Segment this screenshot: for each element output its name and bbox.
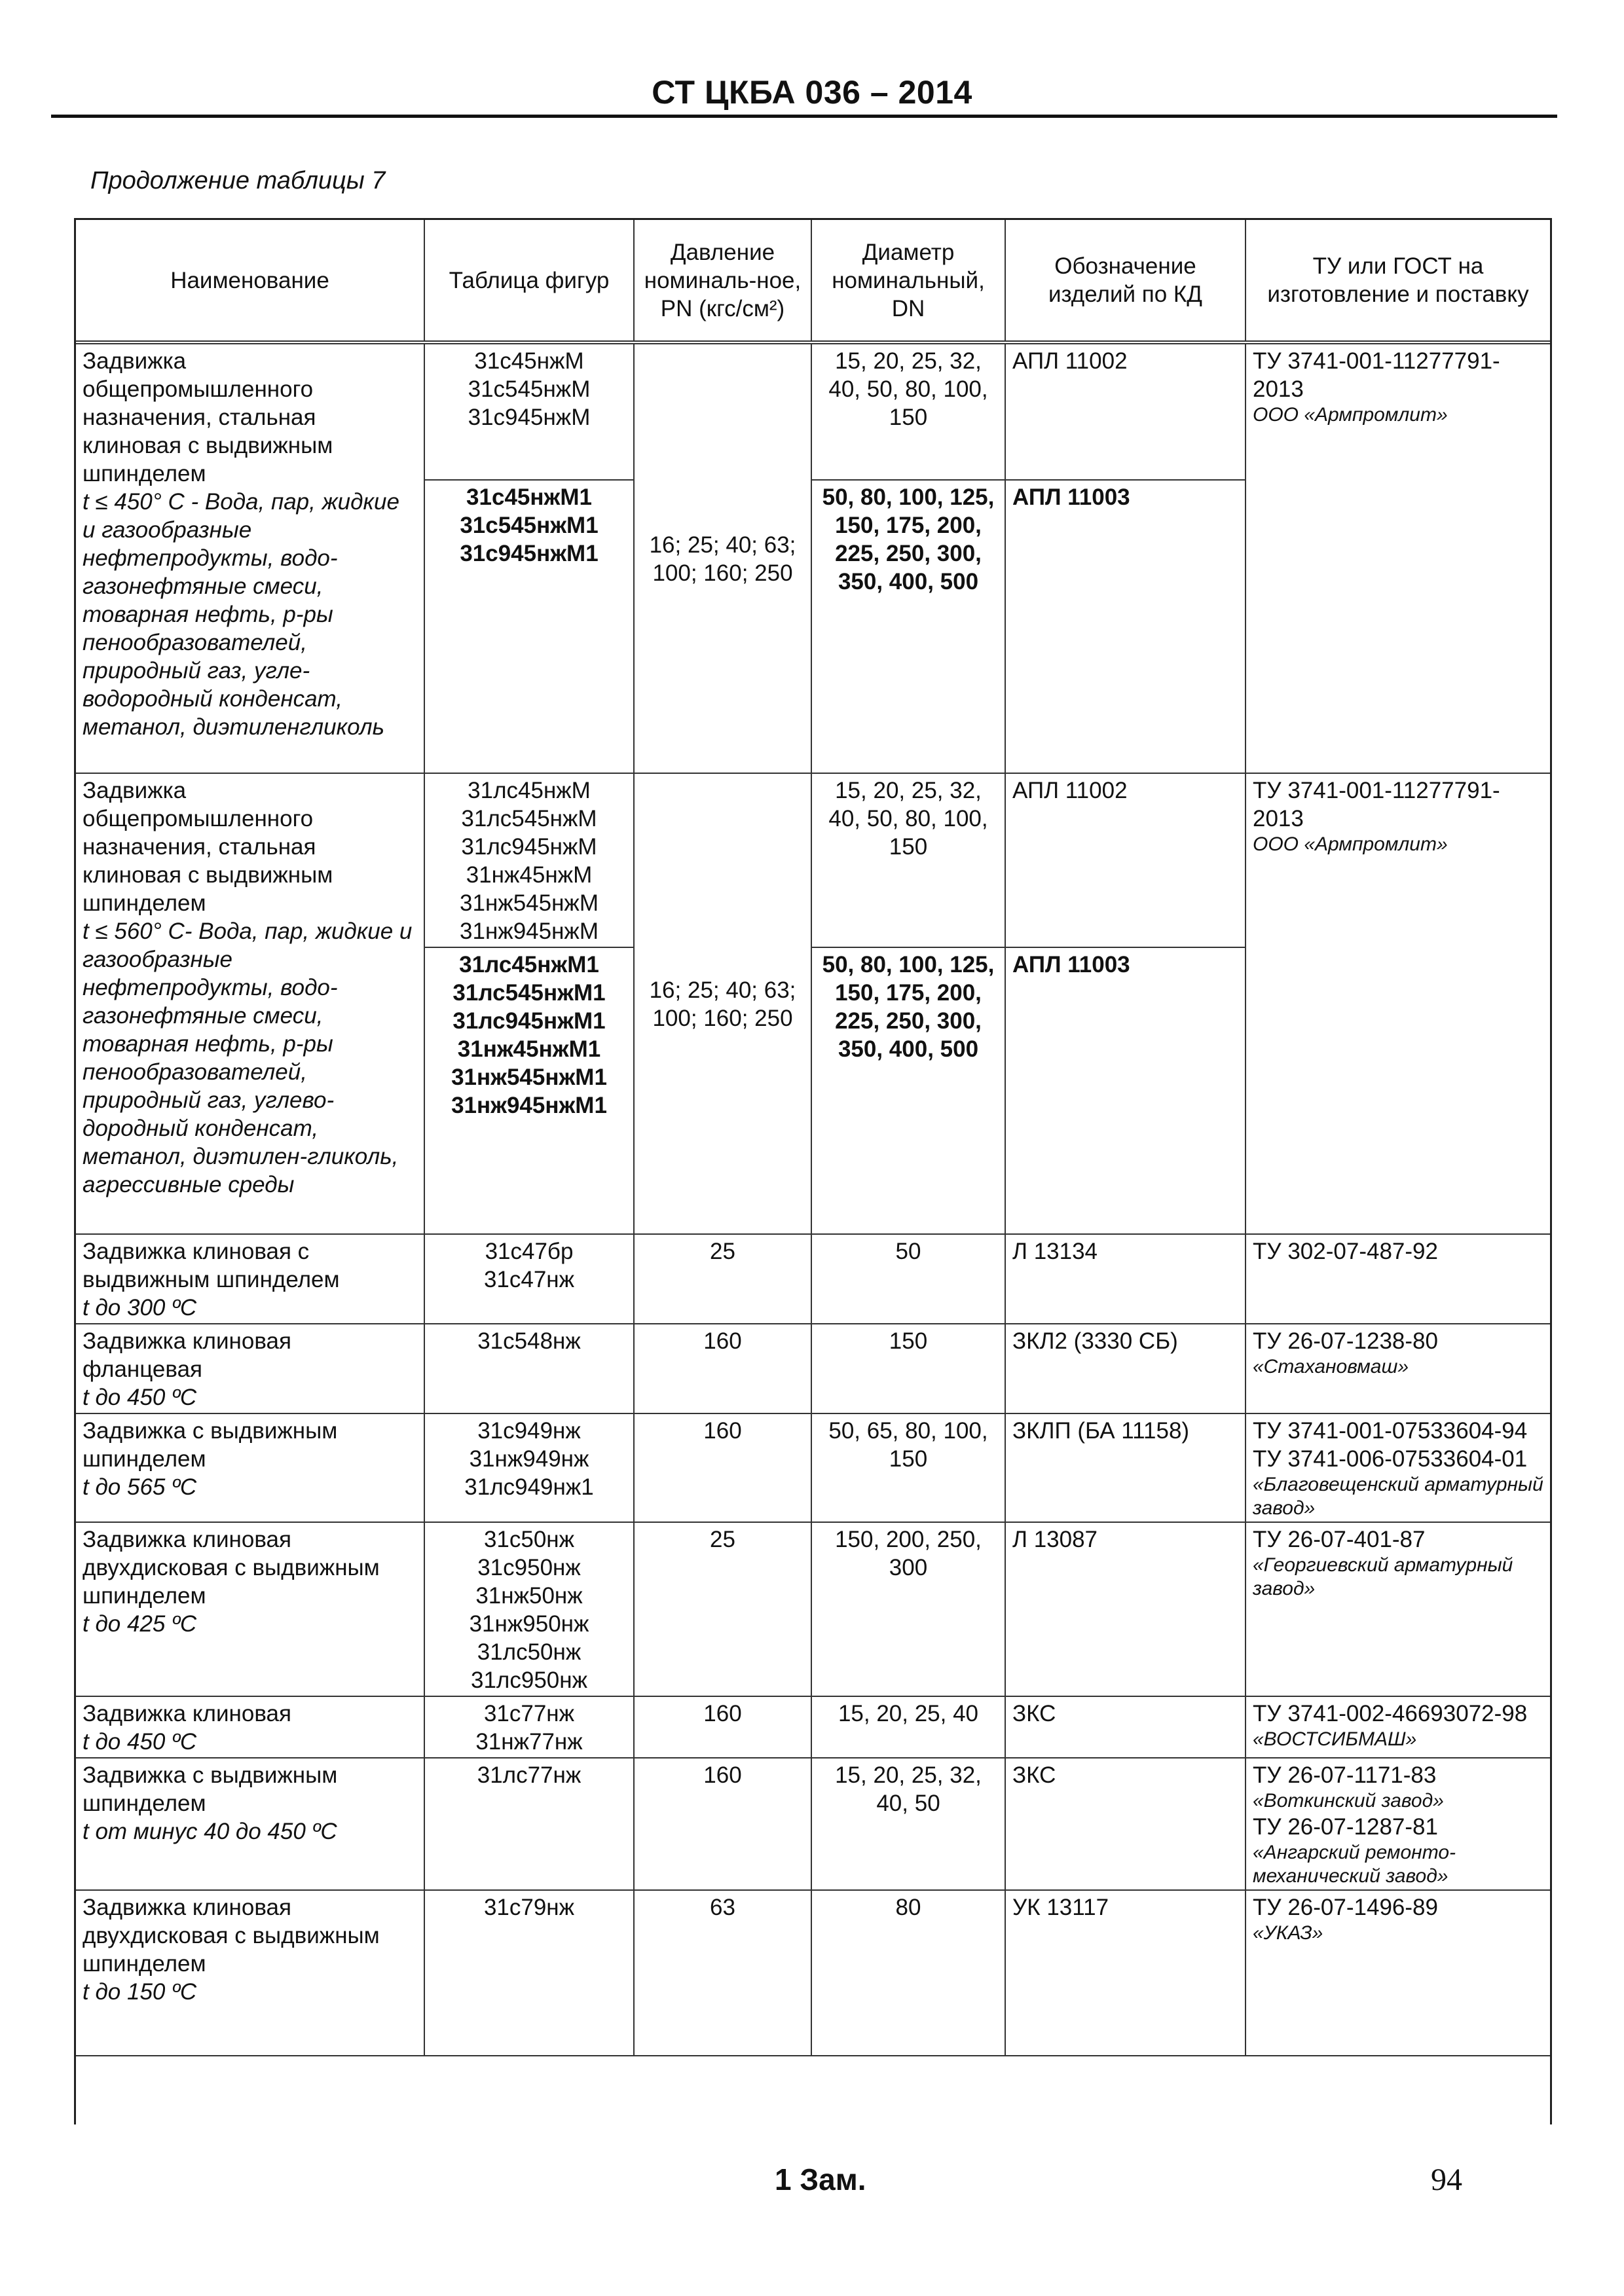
- figure-item: 31нж545нжМ: [460, 890, 599, 916]
- cell-pressure: 160: [634, 1696, 811, 1758]
- change-notice: 1 Зам.: [775, 2162, 866, 2196]
- cell-figures: [424, 1234, 634, 1324]
- cell-tu: [1246, 1522, 1550, 1696]
- cell-tu: [1246, 1696, 1550, 1758]
- figure-item: 31нж545нжМ1: [451, 1065, 607, 1090]
- figure-item: 31с545нжМ1: [460, 513, 599, 538]
- cell-tu: [1246, 773, 1550, 1234]
- table-row: [76, 1758, 1550, 1890]
- cell-kd: ЗКС: [1005, 1696, 1246, 1758]
- cell-kd: ЗКС: [1005, 1758, 1246, 1890]
- tu-standard: ТУ 26-07-401-87: [1253, 1527, 1426, 1552]
- product-conditions: t до 150 ºС: [83, 1979, 197, 2005]
- table-header-row: [76, 220, 1550, 342]
- manufacturer: ООО «Армпромлит»: [1253, 833, 1448, 855]
- product-name: Задвижка с выдвижным шпинделем: [83, 1418, 338, 1472]
- figure-item: 31нж949нж: [469, 1446, 589, 1472]
- tu-standard: ТУ 3741-001-11277791-2013: [1253, 348, 1500, 402]
- manufacturer: «Воткинский завод»: [1253, 1790, 1444, 1812]
- product-name: Задвижка общепромышленного назначения, стальная клиновая с выдвижным шпинделем: [83, 778, 333, 916]
- cell-tu: [1246, 342, 1550, 773]
- table-row: [76, 1696, 1550, 1758]
- cell-pressure: 16; 25; 40; 63; 100; 160; 250: [634, 773, 811, 1234]
- figure-item: 31нж50нж: [475, 1583, 583, 1609]
- cell-diameter: 15, 20, 25, 40: [811, 1696, 1005, 1758]
- table-row: [76, 342, 1550, 480]
- figure-item: 31с945нжМ: [468, 405, 591, 430]
- figure-item: 31с47бр: [485, 1239, 574, 1264]
- figure-item: 31нж45нжМ1: [457, 1036, 601, 1062]
- manufacturer: «Георгиевский арматурный завод»: [1253, 1554, 1513, 1599]
- cell-diameter: 15, 20, 25, 32, 40, 50, 80, 100, 150: [811, 342, 1005, 480]
- manufacturer: «УКАЗ»: [1253, 1922, 1323, 1944]
- cell-name: [76, 342, 424, 773]
- figure-item: 31с545нжМ: [468, 376, 591, 402]
- cell-tu: [1246, 1234, 1550, 1324]
- product-conditions: t до 450 ºС: [83, 1729, 197, 1755]
- cell-figures: [424, 342, 634, 480]
- cell-figures: [424, 773, 634, 947]
- header-rule: [51, 115, 1557, 118]
- table-continuation-caption: Продолжение таблицы 7: [90, 167, 386, 194]
- figure-item: 31лс45нжМ: [468, 778, 591, 803]
- figure-item: 31нж77нж: [475, 1729, 583, 1755]
- tu-standard: ТУ 3741-002-46693072-98: [1253, 1701, 1528, 1726]
- tu-standard: ТУ 302-07-487-92: [1253, 1239, 1438, 1264]
- table-container: [74, 218, 1552, 2124]
- product-conditions: t до 425 ºС: [83, 1611, 197, 1637]
- product-name: Задвижка клиновая с выдвижным шпинделем: [83, 1239, 340, 1292]
- cell-diameter: 50, 80, 100, 125, 150, 175, 200, 225, 250, 300, 350, 400, 500: [811, 947, 1005, 1234]
- cell-kd: АПЛ 11002: [1005, 342, 1246, 480]
- product-name: Задвижка клиновая двухдисковая с выдвижным шпинделем: [83, 1527, 380, 1609]
- product-name: Задвижка общепромышленного назначения, стальная клиновая с выдвижным шпинделем: [83, 348, 333, 486]
- cell-kd: УК 13117: [1005, 1890, 1246, 2056]
- cell-name: [76, 1890, 424, 2056]
- figure-item: 31нж945нжМ: [460, 919, 599, 944]
- cell-diameter: 150, 200, 250, 300: [811, 1522, 1005, 1696]
- manufacturer: ООО «Армпромлит»: [1253, 404, 1448, 426]
- cell-tu: [1246, 1758, 1550, 1890]
- figure-item: 31с45нжМ: [474, 348, 584, 374]
- figure-item: 31с548нж: [477, 1328, 581, 1354]
- cell-figures: [424, 1758, 634, 1890]
- cell-figures: [424, 947, 634, 1234]
- cell-figures: [424, 480, 634, 773]
- cell-name: [76, 1234, 424, 1324]
- cell-figures: [424, 1890, 634, 2056]
- product-name: Задвижка клиновая фланцевая: [83, 1328, 291, 1382]
- cell-pressure: 25: [634, 1234, 811, 1324]
- table-row: [76, 773, 1550, 947]
- figure-item: 31нж945нжМ1: [451, 1093, 607, 1118]
- figure-item: 31лс77нж: [477, 1762, 581, 1788]
- figure-item: 31с50нж: [483, 1527, 575, 1552]
- header-figures: Таблица фигур: [424, 220, 634, 342]
- cell-kd: Л 13087: [1005, 1522, 1246, 1696]
- cell-diameter: 15, 20, 25, 32, 40, 50: [811, 1758, 1005, 1890]
- cell-figures: [424, 1413, 634, 1522]
- figure-item: 31с77нж: [483, 1701, 575, 1726]
- cell-pressure: 16; 25; 40; 63; 100; 160; 250: [634, 342, 811, 773]
- figure-item: 31с45нжМ1: [466, 484, 592, 510]
- header-tu: ТУ или ГОСТ на изготовление и поставку: [1246, 220, 1550, 342]
- cell-name: [76, 1324, 424, 1413]
- figure-item: 31лс945нжМ: [461, 834, 597, 860]
- figure-item: 31лс45нжМ1: [459, 952, 599, 977]
- cell-name: [76, 1696, 424, 1758]
- cell-diameter: 50, 80, 100, 125, 150, 175, 200, 225, 250, 300, 350, 400, 500: [811, 480, 1005, 773]
- products-table: [76, 220, 1550, 2056]
- figure-item: 31лс50нж: [477, 1639, 581, 1665]
- manufacturer: «Стахановмаш»: [1253, 1356, 1409, 1377]
- manufacturer: «ВОСТСИБМАШ»: [1253, 1728, 1417, 1750]
- cell-tu: [1246, 1413, 1550, 1522]
- cell-name: [76, 773, 424, 1234]
- cell-diameter: 150: [811, 1324, 1005, 1413]
- cell-kd: ЗКЛ2 (3330 СБ): [1005, 1324, 1246, 1413]
- cell-tu: [1246, 1324, 1550, 1413]
- cell-pressure: 160: [634, 1324, 811, 1413]
- cell-pressure: 160: [634, 1413, 811, 1522]
- cell-pressure: 160: [634, 1758, 811, 1890]
- cell-name: [76, 1758, 424, 1890]
- tu-standard: ТУ 3741-006-07533604-01: [1253, 1446, 1528, 1472]
- figure-item: 31лс545нжМ1: [452, 980, 606, 1006]
- figure-item: 31с945нжМ1: [460, 541, 599, 566]
- cell-name: [76, 1413, 424, 1522]
- page-number: 94: [1431, 2162, 1462, 2197]
- figure-item: 31лс545нжМ: [461, 806, 597, 831]
- cell-name: [76, 1522, 424, 1696]
- header-name: Наименование: [76, 220, 424, 342]
- product-conditions: t ≤ 560° С- Вода, пар, жидкие и газообразные нефтепродукты, водо-газонефтяные смеси, товарная нефть, р-ры пенообразователей, природный газ, углево-дородный конденсат, метанол, диэтилен-гликоль, агрессивные среды: [83, 919, 413, 1197]
- table-row: [76, 1234, 1550, 1324]
- table-row: [76, 1890, 1550, 2056]
- figure-item: 31с950нж: [477, 1555, 581, 1580]
- cell-kd: ЗКЛП (БА 11158): [1005, 1413, 1246, 1522]
- figure-item: 31лс950нж: [471, 1667, 587, 1693]
- cell-tu: [1246, 1890, 1550, 2056]
- cell-diameter: 15, 20, 25, 32, 40, 50, 80, 100, 150: [811, 773, 1005, 947]
- figure-item: 31с79нж: [483, 1895, 575, 1920]
- tu-standard: ТУ 26-07-1496-89: [1253, 1895, 1438, 1920]
- tu-standard: ТУ 3741-001-11277791-2013: [1253, 778, 1500, 831]
- cell-pressure: 63: [634, 1890, 811, 2056]
- manufacturer: «Ангарский ремонто-механический завод»: [1253, 1842, 1456, 1887]
- table-row: [76, 1522, 1550, 1696]
- product-conditions: t до 565 ºС: [83, 1474, 197, 1500]
- header-diameter: Диаметр номинальный, DN: [811, 220, 1005, 342]
- product-conditions: t до 450 ºС: [83, 1385, 197, 1410]
- tu-standard: ТУ 26-07-1171-83: [1253, 1762, 1437, 1788]
- cell-diameter: 50, 65, 80, 100, 150: [811, 1413, 1005, 1522]
- tu-standard: ТУ 26-07-1238-80: [1253, 1328, 1438, 1354]
- cell-figures: [424, 1696, 634, 1758]
- figure-item: 31с949нж: [477, 1418, 581, 1444]
- table-row: [76, 1324, 1550, 1413]
- product-conditions: t до 300 ºС: [83, 1295, 197, 1321]
- figure-item: 31нж950нж: [469, 1611, 589, 1637]
- cell-kd: АПЛ 11003: [1005, 480, 1246, 773]
- figure-item: 31нж45нжМ: [466, 862, 593, 888]
- document-header: СТ ЦКБА 036 – 2014: [652, 74, 972, 111]
- tu-standard: ТУ 26-07-1287-81: [1253, 1814, 1438, 1840]
- product-name: Задвижка клиновая: [83, 1701, 291, 1726]
- cell-figures: [424, 1324, 634, 1413]
- product-name: Задвижка клиновая двухдисковая с выдвижным шпинделем: [83, 1895, 380, 1977]
- cell-kd: АПЛ 11003: [1005, 947, 1246, 1234]
- header-pressure: Давление номиналь-ное, PN (кгс/см²): [634, 220, 811, 342]
- manufacturer: «Благовещенский арматурный завод»: [1253, 1474, 1543, 1519]
- cell-kd: Л 13134: [1005, 1234, 1246, 1324]
- header-kd: Обозначение изделий по КД: [1005, 220, 1246, 342]
- figure-item: 31лс949нж1: [464, 1474, 594, 1500]
- cell-kd: АПЛ 11002: [1005, 773, 1246, 947]
- product-conditions: t ≤ 450° С - Вода, пар, жидкие и газообразные нефтепродукты, водо-газонефтяные смеси, товарная нефть, р-ры пенообразователей, природный газ, угле-водородный конденсат, метанол, диэтиленгликоль: [83, 489, 399, 740]
- tu-standard: ТУ 3741-001-07533604-94: [1253, 1418, 1528, 1444]
- table-row: [76, 1413, 1550, 1522]
- cell-diameter: 50: [811, 1234, 1005, 1324]
- product-name: Задвижка с выдвижным шпинделем: [83, 1762, 338, 1816]
- figure-item: 31с47нж: [483, 1267, 575, 1292]
- cell-pressure: 25: [634, 1522, 811, 1696]
- figure-item: 31лс945нжМ1: [452, 1008, 606, 1034]
- cell-diameter: 80: [811, 1890, 1005, 2056]
- cell-figures: [424, 1522, 634, 1696]
- product-conditions: t от минус 40 до 450 ºС: [83, 1819, 337, 1844]
